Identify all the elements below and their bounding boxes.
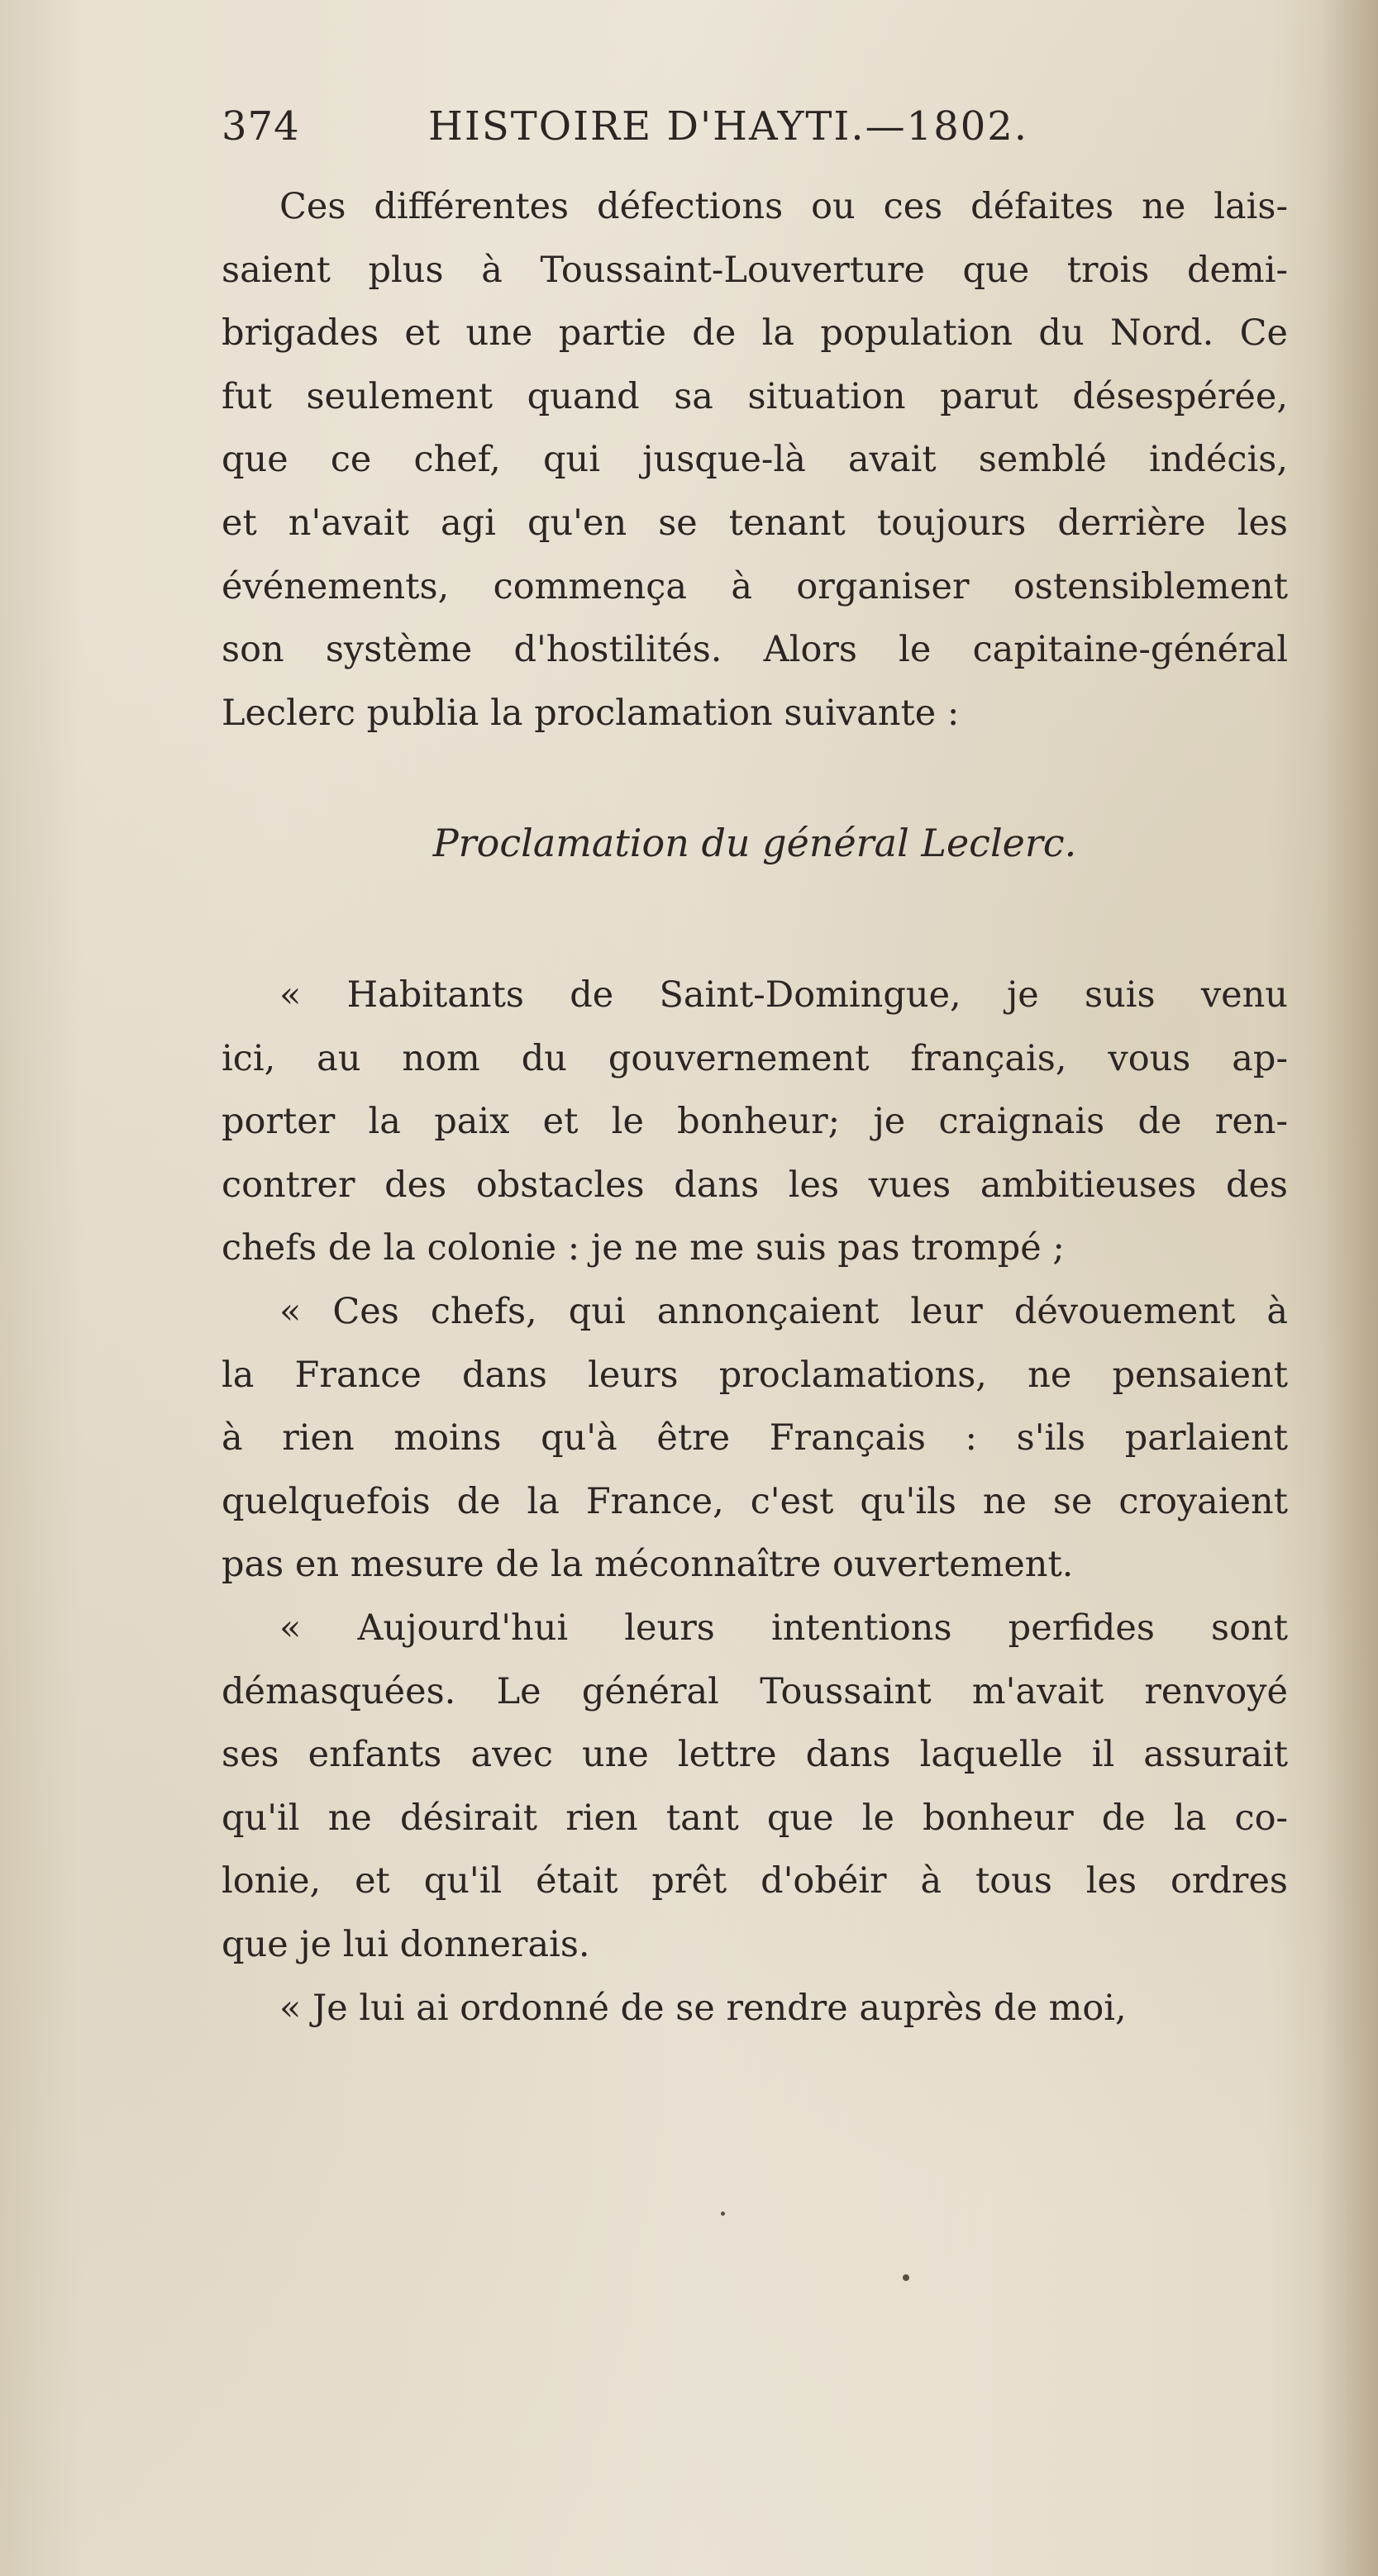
text-line: contrer des obstacles dans les vues ambitieuses des xyxy=(222,1164,1288,1206)
text-line: et n'avait agi qu'en se tenant toujours derrière les xyxy=(222,502,1288,544)
text-line: chefs de la colonie : je ne me suis pas trompé ; xyxy=(222,1227,1065,1269)
text-line: Ces différentes défections ou ces défaites ne lais- xyxy=(279,186,1288,227)
text-line: Leclerc publia la proclamation suivante : xyxy=(222,692,960,734)
proclamation-heading: Proclamation du général Leclerc. xyxy=(432,821,1077,865)
text-line: quelquefois de la France, c'est qu'ils ne se croyaient xyxy=(222,1480,1288,1522)
page-header xyxy=(222,98,1288,155)
text-line: la France dans leurs proclamations, ne pensaient xyxy=(222,1354,1288,1396)
text-line: que ce chef, qui jusque-là avait semblé indécis, xyxy=(222,439,1288,481)
running-title: HISTOIRE D'HAYTI.—1802. xyxy=(428,103,1029,150)
ink-speck xyxy=(721,2212,725,2216)
text-line: « Aujourd'hui leurs intentions perfides sont xyxy=(279,1607,1288,1649)
text-line: que je lui donnerais. xyxy=(222,1923,590,1965)
text-line: qu'il ne désirait rien tant que le bonheur de la co- xyxy=(222,1797,1288,1839)
text-line: fut seulement quand sa situation parut désespérée, xyxy=(222,375,1288,417)
text-line: « Ces chefs, qui annonçaient leur dévouement à xyxy=(279,1290,1288,1332)
text-line: événements, commença à organiser ostensiblement xyxy=(222,565,1288,607)
text-line: lonie, et qu'il était prêt d'obéir à tous les ordres xyxy=(222,1860,1288,1902)
proclamation-body xyxy=(222,964,1288,2040)
text-line: démasquées. Le général Toussaint m'avait renvoyé xyxy=(222,1670,1288,1712)
intro-paragraph xyxy=(222,175,1288,745)
text-line: porter la paix et le bonheur; je craignais de ren- xyxy=(222,1101,1288,1143)
text-line: ici, au nom du gouvernement français, vous ap- xyxy=(222,1037,1288,1079)
ink-speck xyxy=(903,2274,909,2281)
text-line: à rien moins qu'à être Français : s'ils parlaient xyxy=(222,1417,1288,1459)
text-line: « Je lui ai ordonné de se rendre auprès de moi, xyxy=(279,1987,1127,2029)
text-line: saient plus à Toussaint-Louverture que trois demi- xyxy=(222,249,1288,291)
text-line: son système d'hostilités. Alors le capitaine-général xyxy=(222,629,1288,671)
page-number: 374 xyxy=(222,103,300,150)
text-line: « Habitants de Saint-Domingue, je suis venu xyxy=(279,974,1288,1016)
text-line: brigades et une partie de la population du Nord. Ce xyxy=(222,312,1288,355)
text-line: pas en mesure de la méconnaître ouvertement. xyxy=(222,1544,1074,1586)
page-edge-shadow xyxy=(1320,0,1378,2576)
text-line: ses enfants avec une lettre dans laquelle il assurait xyxy=(222,1734,1288,1776)
